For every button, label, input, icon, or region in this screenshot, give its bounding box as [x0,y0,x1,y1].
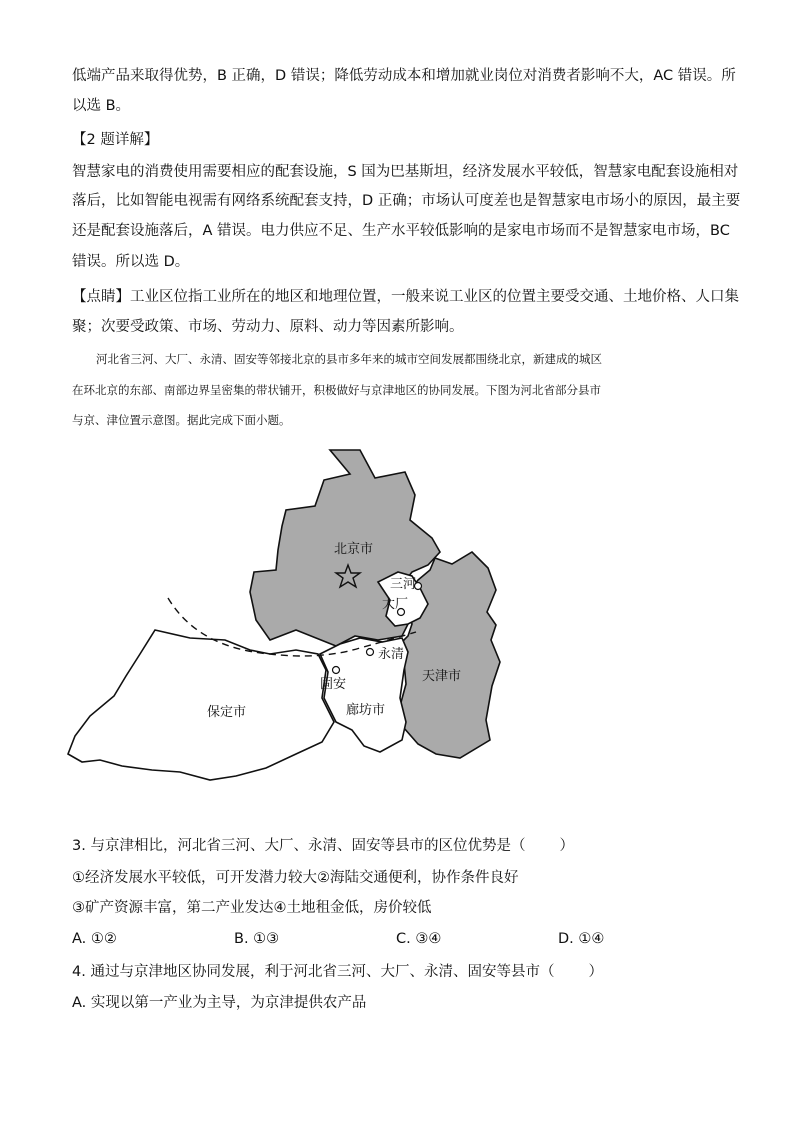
q3-stem [72,836,722,856]
q4-option-a[interactable]: A. 实现以第一产业为主导，为京津提供农产品 [72,995,367,1011]
prev-explanation-line-2: 以选 B。 [72,98,131,114]
guan-label: 固安 [320,677,347,692]
q3-option-b[interactable]: B. ①③ [234,931,280,947]
yongqing-city-marker-icon [367,649,374,656]
passage-line-3: 与京、津位置示意图。据此完成下面小题。 [72,413,291,427]
q2-detail-line-3: 还是配套设施落后，A 错误。电力供应不足、生产水平较低影响的是家电市场而不是智慧家电市场，BC [72,223,730,239]
baoding-label: 保定市 [207,705,247,720]
dachang-label: 大厂 [382,597,409,612]
q3-stem-end: ） [559,838,574,854]
q2-detail-line-2: 落后，比如智能电视需有网络系统配套支持，D 正确；市场认可度差也是智慧家电市场小的原因，最主要 [72,193,741,209]
tianjin-label: 天津市 [422,669,462,684]
sanhe-label: 三河 [390,577,417,592]
beijing-label: 北京市 [334,542,374,557]
q4-stem-end: ） [588,964,603,980]
q3-statements-line-2: ③矿产资源丰富，第二产业发达④土地租金低，房价较低 [72,900,432,916]
tip-line-1: 【点睛】工业区位指工业所在的地区和地理位置，一般来说工业区的位置主要受交通、土地价格、人口集 [72,289,739,305]
langfang-label: 廊坊市 [346,703,386,718]
q4-stem-text: 4. 通过与京津地区协同发展，利于河北省三河、大厂、永清、固安等县市（ [72,964,555,980]
q2-detail-line-4: 错误。所以选 D。 [72,254,190,270]
yongqing-label: 永清 [378,647,405,662]
baoding-region [68,630,334,780]
q3-option-d[interactable]: D. ①④ [558,931,605,947]
location-map [60,440,520,790]
tip-line-2: 聚；次要受政策、市场、劳动力、原料、动力等因素所影响。 [72,319,464,335]
passage-line-2: 在环北京的东部、南部边界呈密集的带状铺开，积极做好与京津地区的协同发展。下图为河北省部分县市 [72,383,601,397]
q3-option-c[interactable]: C. ③④ [396,931,442,947]
q3-stem-text: 3. 与京津相比，河北省三河、大厂、永清、固安等县市的区位优势是（ [72,838,526,854]
q2-detail-line-1: 智慧家电的消费使用需要相应的配套设施，S 国为巴基斯坦，经济发展水平较低，智慧家电配套设施相对 [72,164,739,180]
q4-stem [72,962,722,982]
prev-explanation-line-1: 低端产品来取得优势，B 正确，D 错误；降低劳动成本和增加就业岗位对消费者影响不大，AC 错误。所 [72,68,736,84]
q2-detail-tag: 【2 题详解】 [72,132,159,148]
guan-city-marker-icon [333,667,340,674]
passage-line-1: 河北省三河、大厂、永清、固安等邻接北京的县市多年来的城市空间发展都围绕北京，新建成的城区 [96,352,602,366]
q3-statements-line-1: ①经济发展水平较低，可开发潜力较大②海陆交通便利，协作条件良好 [72,870,519,886]
q3-option-a[interactable]: A. ①② [72,931,117,947]
